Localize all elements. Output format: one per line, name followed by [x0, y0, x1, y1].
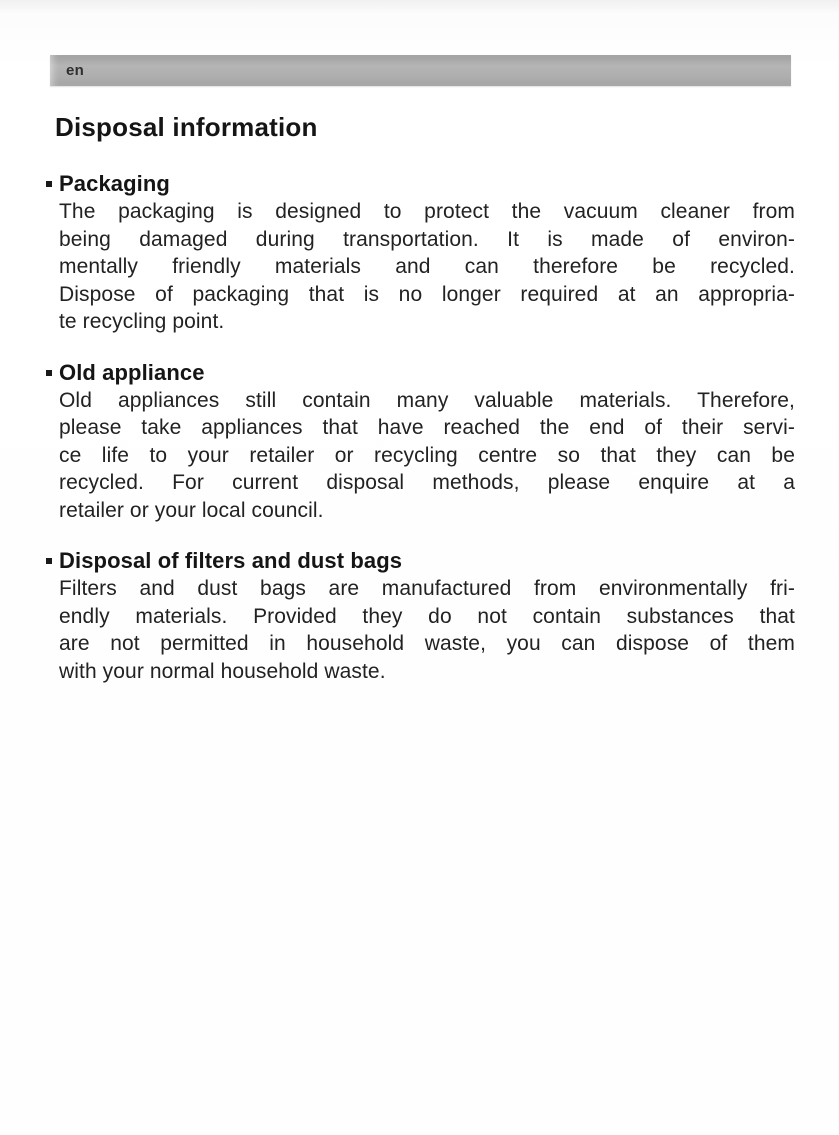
page-title: Disposal information — [55, 112, 318, 142]
bullet-square-icon — [46, 558, 52, 564]
section-title: Disposal of filters and dust bags — [59, 548, 403, 573]
section-heading — [46, 359, 796, 387]
section-title: Packaging — [59, 171, 170, 196]
language-bar — [50, 55, 791, 86]
section-filters-dust-bags — [46, 547, 796, 685]
section-title: Old appliance — [59, 359, 205, 385]
section-packaging — [46, 170, 796, 336]
body-line: with your normal household waste. — [59, 659, 386, 683]
body-line: te recycling point. — [59, 310, 225, 333]
body-line: The packaging is designed to protect the vacuum cleaner from — [59, 200, 795, 223]
body-line: Dispose of packaging that is no longer required at an appropria- — [59, 282, 795, 306]
section-heading — [46, 547, 796, 575]
section-body — [59, 387, 795, 525]
body-line: please take appliances that have reached the end of their servi- — [59, 416, 795, 439]
section-body — [59, 575, 795, 685]
body-line: recycled. For current disposal methods, please enquire at a — [59, 471, 795, 494]
content-sections — [46, 170, 796, 708]
body-line: mentally friendly materials and can therefore be recycled. — [59, 255, 795, 278]
body-line: Filters and dust bags are manufactured from environmentally fri- — [59, 577, 795, 600]
body-line: retailer or your local council. — [59, 498, 324, 522]
section-old-appliance — [46, 359, 796, 525]
section-heading — [46, 170, 796, 198]
body-line: ce life to your retailer or recycling centre so that they can be — [59, 443, 795, 467]
body-line: endly materials. Provided they do not contain substances that — [59, 604, 795, 628]
body-line: are not permitted in household waste, you can dispose of them — [59, 632, 795, 655]
body-line: being damaged during transportation. It is made of environ- — [59, 227, 795, 251]
language-label: en — [66, 62, 85, 79]
scan-artifact — [0, 0, 839, 14]
body-line: Old appliances still contain many valuable materials. Therefore, — [59, 388, 795, 412]
section-body — [59, 198, 795, 336]
bullet-square-icon — [46, 370, 52, 376]
bullet-square-icon — [46, 181, 52, 187]
